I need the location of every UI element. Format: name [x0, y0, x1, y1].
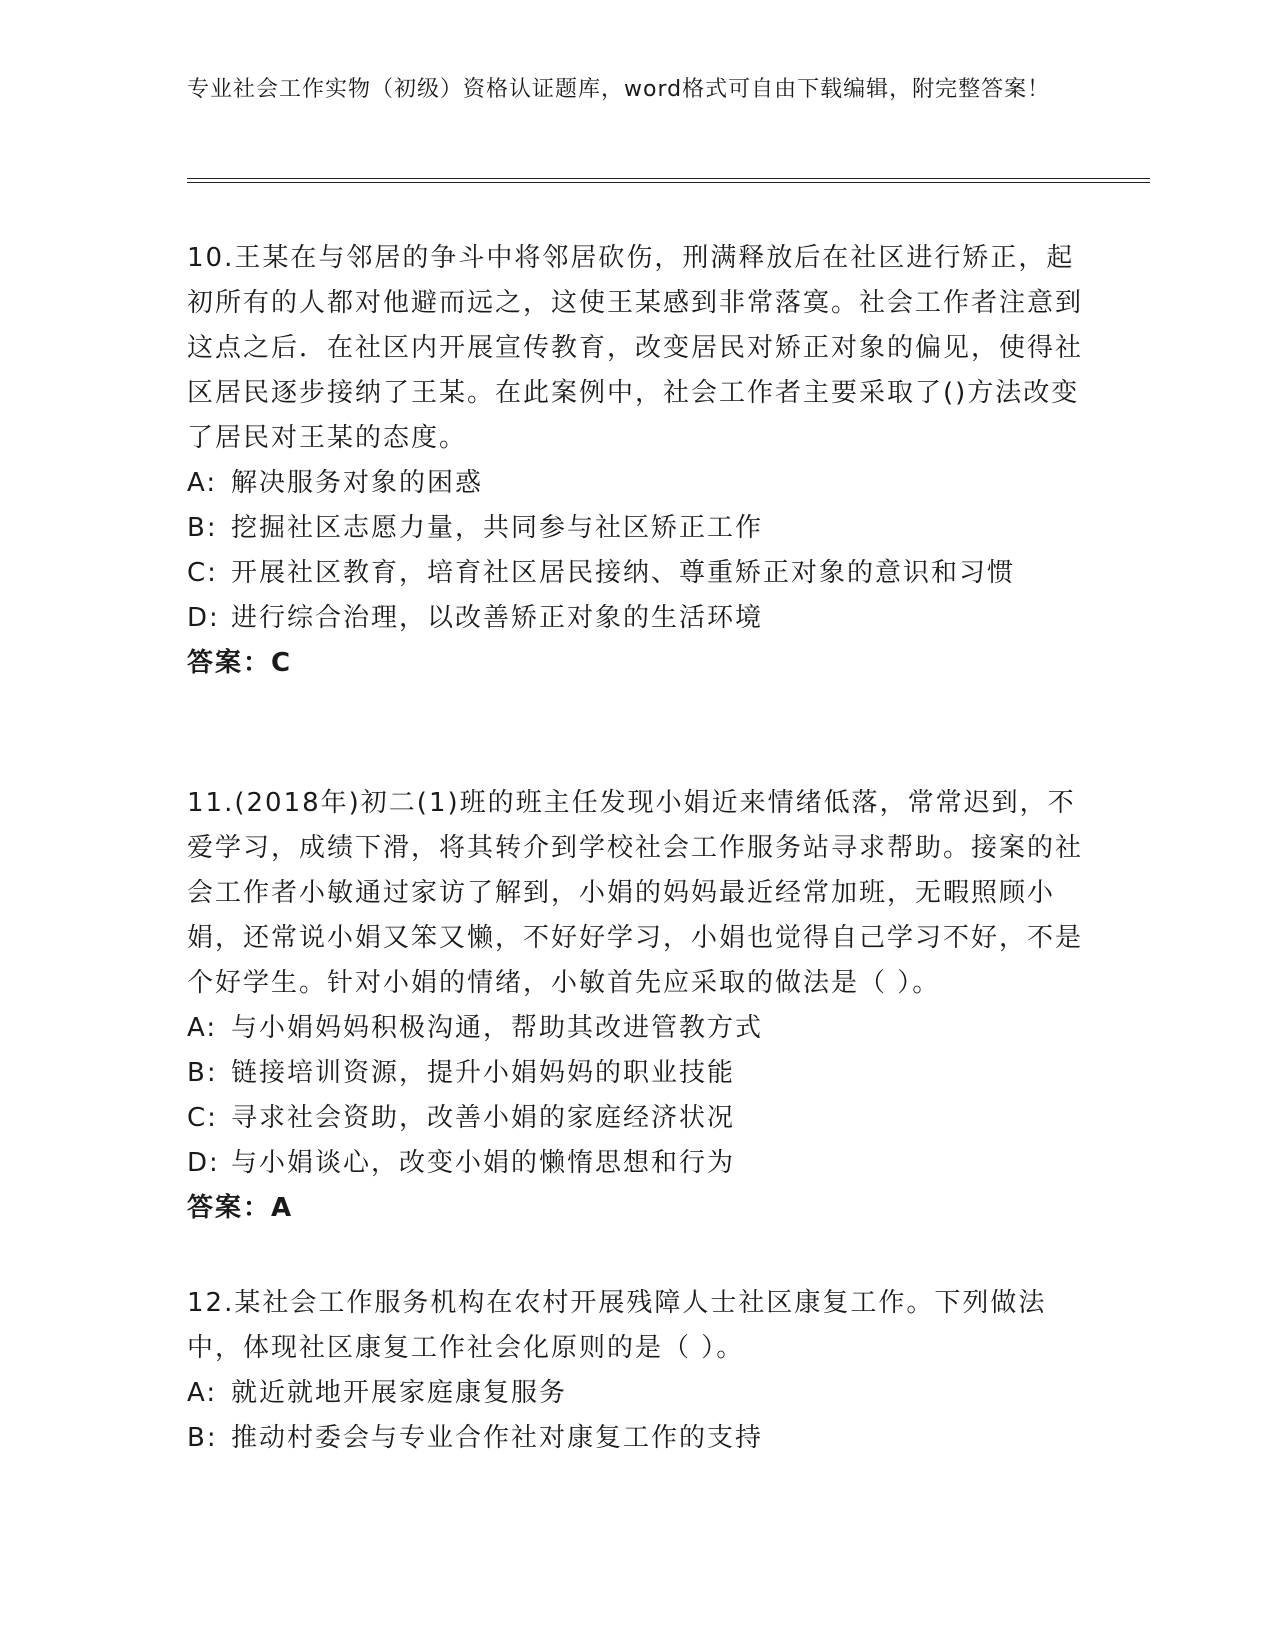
answer: 答案：C: [187, 648, 293, 678]
option-key: B:: [187, 1423, 218, 1453]
option-key: B:: [187, 513, 218, 543]
question-12: [187, 1281, 1087, 1461]
option-text: 与小娟妈妈积极沟通，帮助其改进管教方式: [231, 1013, 764, 1043]
header-divider-top: [187, 178, 1150, 179]
option-b: [187, 506, 1087, 551]
answer: 答案：A: [187, 1193, 294, 1223]
question-stem: 10.王某在与邻居的争斗中将邻居砍伤，刑满释放后在社区进行矫正，起初所有的人都对他避而远之，这使王某感到非常落寞。社会工作者注意到这点之后．在社区内开展宣传教育，改变居民对矫正对象的偏见，使得社区居民逐步接纳了王某。在此案例中，社会工作者主要采取了()方法改变了居民对王某的态度。: [187, 243, 1084, 453]
option-key: A:: [187, 1013, 218, 1043]
question-11: [187, 781, 1087, 1231]
option-text: 推动村委会与专业合作社对康复工作的支持: [231, 1423, 764, 1453]
option-text: 寻求社会资助，改善小娟的家庭经济状况: [231, 1103, 736, 1133]
option-text: 进行综合治理，以改善矫正对象的生活环境: [231, 603, 764, 633]
option-text: 开展社区教育，培育社区居民接纳、尊重矫正对象的意识和习惯: [231, 558, 1016, 588]
option-key: D:: [187, 1148, 220, 1178]
option-key: B:: [187, 1058, 218, 1088]
option-key: D:: [187, 603, 220, 633]
option-c: [187, 551, 1087, 596]
option-b: [187, 1051, 1087, 1096]
option-a: [187, 461, 1087, 506]
option-text: 链接培训资源，提升小娟妈妈的职业技能: [231, 1058, 736, 1088]
option-a: [187, 1006, 1087, 1051]
option-b: [187, 1416, 1087, 1461]
option-c: [187, 1096, 1087, 1141]
option-text: 就近就地开展家庭康复服务: [231, 1378, 568, 1408]
question-stem: 12.某社会工作服务机构在农村开展残障人士社区康复工作。下列做法中，体现社区康复工作社会化原则的是（ ）。: [187, 1288, 1047, 1363]
option-key: A:: [187, 468, 218, 498]
document-header: 专业社会工作实物（初级）资格认证题库，word格式可自由下载编辑，附完整答案！: [187, 77, 1051, 102]
option-key: C:: [187, 1103, 218, 1133]
option-key: A:: [187, 1378, 218, 1408]
question-10: [187, 236, 1087, 686]
option-d: [187, 596, 1087, 641]
header-divider-bottom: [187, 182, 1150, 183]
option-text: 与小娟谈心，改变小娟的懒惰思想和行为: [231, 1148, 736, 1178]
option-key: C:: [187, 558, 218, 588]
option-a: [187, 1371, 1087, 1416]
option-d: [187, 1141, 1087, 1186]
option-text: 挖掘社区志愿力量，共同参与社区矫正工作: [231, 513, 764, 543]
option-text: 解决服务对象的困惑: [231, 468, 484, 498]
question-stem: 11.(2018年)初二(1)班的班主任发现小娟近来情绪低落，常常迟到，不爱学习，成绩下滑，将其转介到学校社会工作服务站寻求帮助。接案的社会工作者小敏通过家访了解到，小娟的妈妈最近经常加班，无暇照顾小娟，还常说小娟又笨又懒，不好好学习，小娟也觉得自己学习不好，不是个好学生。针对小娟的情绪，小敏首先应采取的做法是（ ）。: [187, 788, 1084, 998]
